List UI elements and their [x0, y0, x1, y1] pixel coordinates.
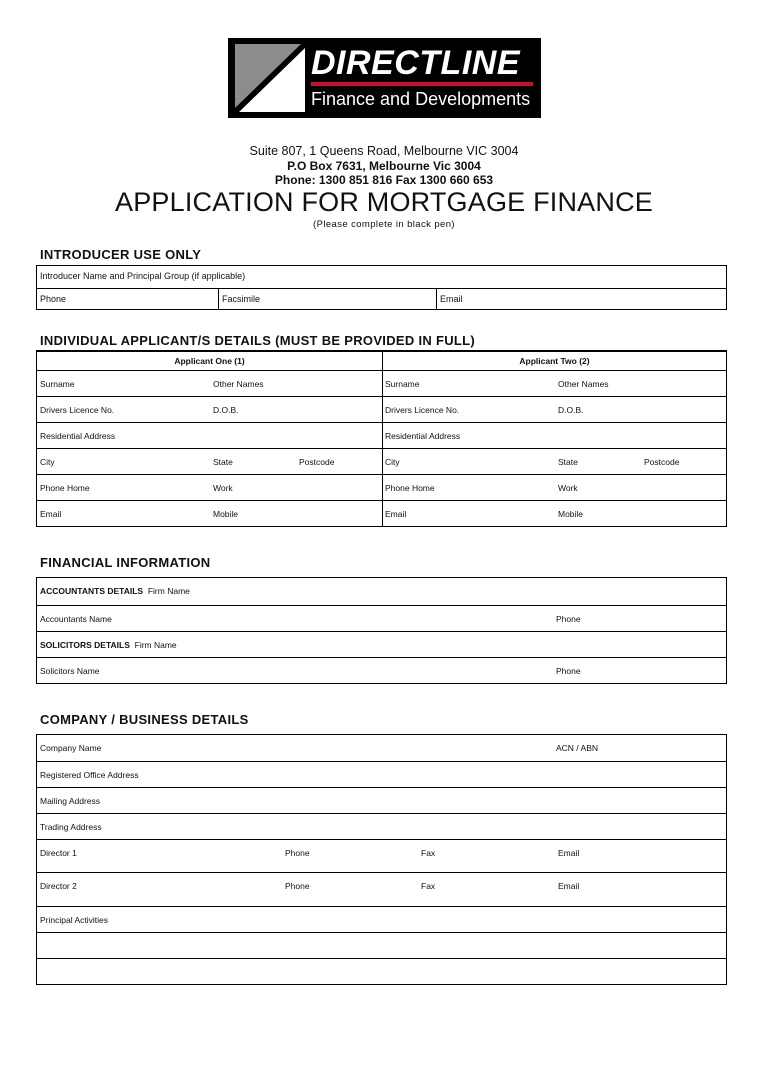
accountants-firm-label — [40, 586, 190, 596]
logo-red-bar — [311, 82, 533, 86]
principal-activities-label: Principal Activities — [40, 915, 109, 925]
a1-licence-label: Drivers Licence No. — [40, 405, 115, 415]
a2-mobile-label: Mobile — [558, 509, 584, 519]
a1-city-label: City — [40, 457, 55, 467]
address-line-2: P.O Box 7631, Melbourne Vic 3004 — [287, 159, 481, 173]
a2-postcode-label: Postcode — [644, 457, 680, 467]
a1-dob-label: D.O.B. — [213, 405, 239, 415]
a2-licence-label: Drivers Licence No. — [385, 405, 460, 415]
director-1-field[interactable] — [37, 839, 726, 872]
company-table — [36, 734, 727, 985]
director-2-phone-label: Phone — [285, 881, 310, 891]
firm-name-label: Firm Name — [134, 640, 177, 650]
trading-address-field[interactable] — [37, 813, 726, 839]
company-logo — [228, 38, 541, 118]
solicitors-name-field[interactable] — [37, 657, 726, 683]
company-name-label: Company Name — [40, 743, 102, 753]
accountants-name-label: Accountants Name — [40, 614, 112, 624]
a2-phone-home-label: Phone Home — [385, 483, 435, 493]
introducer-table — [36, 265, 727, 310]
introducer-phone-label[interactable]: Phone — [40, 294, 67, 304]
blank-line[interactable] — [37, 958, 726, 984]
introducer-name-field[interactable] — [37, 266, 726, 288]
accountants-name-field[interactable] — [37, 605, 726, 631]
a1-other-names-label: Other Names — [213, 379, 264, 389]
financial-table — [36, 577, 727, 684]
a1-mobile-label: Mobile — [213, 509, 239, 519]
director-1-fax-label: Fax — [421, 848, 436, 858]
applicants-header-row — [37, 351, 726, 370]
mailing-address-label: Mailing Address — [40, 796, 101, 806]
applicant-row[interactable] — [37, 448, 726, 474]
a1-work-label: Work — [213, 483, 233, 493]
accountants-phone-label: Phone — [556, 614, 581, 624]
a2-work-label: Work — [558, 483, 578, 493]
a1-state-label: State — [213, 457, 233, 467]
firm-name-label: Firm Name — [147, 586, 190, 596]
applicant-row[interactable] — [37, 500, 726, 526]
applicants-heading: INDIVIDUAL APPLICANT/S DETAILS (MUST BE PROVIDED IN FULL) — [40, 333, 476, 348]
address-line-3: Phone: 1300 851 816 Fax 1300 660 653 — [274, 173, 494, 187]
solicitors-firm-label — [40, 640, 177, 650]
registered-office-label: Registered Office Address — [40, 770, 139, 780]
a2-address-label: Residential Address — [385, 431, 461, 441]
a2-city-label: City — [385, 457, 400, 467]
a2-other-names-label: Other Names — [558, 379, 609, 389]
solicitors-phone-label: Phone — [556, 666, 581, 676]
director-1-label: Director 1 — [40, 848, 77, 858]
company-heading: COMPANY / BUSINESS DETAILS — [40, 712, 249, 727]
introducer-fax-label[interactable]: Facsimile — [222, 294, 261, 304]
registered-office-field[interactable] — [37, 761, 726, 787]
acn-abn-label: ACN / ABN — [556, 743, 599, 753]
a2-surname-label: Surname — [385, 379, 420, 389]
a1-email-label: Email — [40, 509, 62, 519]
blank-line[interactable] — [37, 932, 726, 958]
mailing-address-field[interactable] — [37, 787, 726, 813]
introducer-email-label[interactable]: Email — [440, 294, 463, 304]
a2-dob-label: D.O.B. — [558, 405, 584, 415]
address-line-1: Suite 807, 1 Queens Road, Melbourne VIC 3004 — [249, 144, 519, 158]
divider — [218, 289, 219, 309]
a2-state-label: State — [558, 457, 578, 467]
applicant-one-header: Applicant One (1) — [174, 356, 245, 366]
director-1-email-label: Email — [558, 848, 580, 858]
principal-activities-field[interactable] — [37, 906, 726, 932]
logo-subtitle: Finance and Developments — [311, 89, 531, 109]
applicant-two-header: Applicant Two (2) — [519, 356, 590, 366]
a2-email-label: Email — [385, 509, 407, 519]
introducer-name-label: Introducer Name and Principal Group (if applicable) — [40, 271, 246, 281]
solicitors-firm-field[interactable] — [37, 631, 726, 657]
solicitors-details-label: SOLICITORS DETAILS — [40, 640, 130, 650]
trading-address-label: Trading Address — [40, 822, 102, 832]
accountants-details-label: ACCOUNTANTS DETAILS — [40, 586, 144, 596]
director-1-phone-label: Phone — [285, 848, 310, 858]
financial-heading: FINANCIAL INFORMATION — [40, 555, 211, 570]
a1-postcode-label: Postcode — [299, 457, 335, 467]
director-2-label: Director 2 — [40, 881, 77, 891]
applicant-row[interactable] — [37, 474, 726, 500]
logo-title: DIRECTLINE — [311, 44, 520, 82]
applicants-table — [36, 350, 727, 527]
director-2-fax-label: Fax — [421, 881, 436, 891]
a1-phone-home-label: Phone Home — [40, 483, 90, 493]
a1-address-label: Residential Address — [40, 431, 116, 441]
applicant-row[interactable] — [37, 370, 726, 396]
company-name-field[interactable] — [37, 735, 726, 761]
director-2-field[interactable] — [37, 872, 726, 906]
solicitors-name-label: Solicitors Name — [40, 666, 100, 676]
instruction-note: (Please complete in black pen) — [313, 219, 455, 230]
applicant-row[interactable] — [37, 422, 726, 448]
logo-triangle-icon — [235, 44, 305, 112]
page-title: APPLICATION FOR MORTGAGE FINANCE — [115, 187, 653, 217]
introducer-heading: INTRODUCER USE ONLY — [40, 247, 202, 262]
introducer-contact-row — [37, 288, 726, 309]
a1-surname-label: Surname — [40, 379, 75, 389]
applicant-row[interactable] — [37, 396, 726, 422]
accountants-firm-field[interactable] — [37, 578, 726, 605]
divider — [436, 289, 437, 309]
director-2-email-label: Email — [558, 881, 580, 891]
